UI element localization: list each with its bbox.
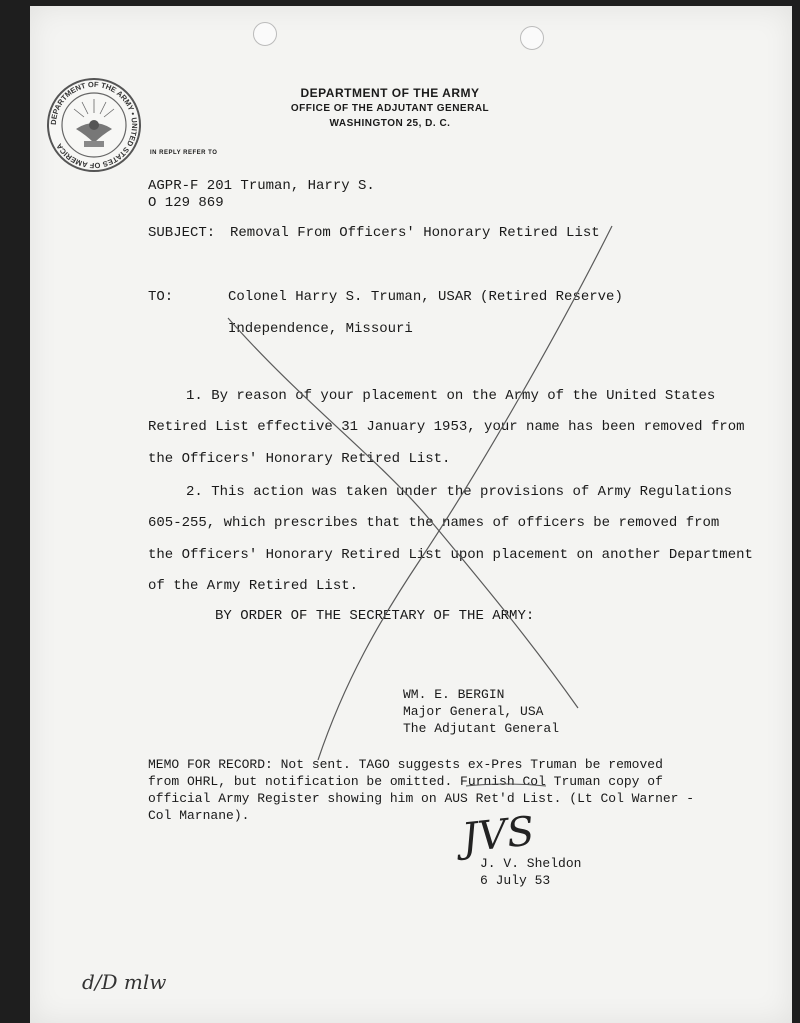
initials-date: 6 July 53 <box>480 873 551 888</box>
paragraph-1-line-2: Retired List effective 31 January 1953, your name has been removed from <box>148 419 745 435</box>
signature-name: WM. E. BERGIN <box>403 687 505 702</box>
reference-line-2: O 129 869 <box>148 195 224 211</box>
memo-line-1: MEMO FOR RECORD: Not sent. TAGO suggests ex-Pres Truman be removed <box>148 757 663 772</box>
memo-line-3: official Army Register showing him on AUS Ret'd List. (Lt Col Warner - <box>148 791 695 806</box>
letterhead-city: WASHINGTON 25, D. C. <box>329 118 451 129</box>
subject-label: SUBJECT: <box>148 225 216 241</box>
paragraph-2-line-1: 2. This action was taken under the provisions of Army Regulations <box>186 484 733 500</box>
to-line-1: Colonel Harry S. Truman, USAR (Retired Reserve) <box>228 289 623 305</box>
handwritten-initials: JVS <box>459 808 537 862</box>
reference-line-1: AGPR-F 201 Truman, Harry S. <box>148 178 375 194</box>
by-order-line: BY ORDER OF THE SECRETARY OF THE ARMY: <box>215 608 535 624</box>
to-label: TO: <box>148 289 174 305</box>
memo-line-4: Col Marnane). <box>148 808 250 823</box>
paragraph-1-line-3: the Officers' Honorary Retired List. <box>148 451 451 467</box>
signature-rank: Major General, USA <box>403 704 544 719</box>
initials-name: J. V. Sheldon <box>480 856 582 871</box>
margin-handwritten-note: d/D mlw <box>82 970 167 994</box>
paragraph-2-line-3: the Officers' Honorary Retired List upon placement on another Department <box>148 547 753 563</box>
paragraph-2-line-2: 605-255, which prescribes that the names of officers be removed from <box>148 515 720 531</box>
paragraph-2-line-4: of the Army Retired List. <box>148 578 359 594</box>
letterhead-office: OFFICE OF THE ADJUTANT GENERAL <box>290 103 490 114</box>
paragraph-1-line-1: 1. By reason of your placement on the Army of the United States <box>186 388 716 404</box>
subject-text: Removal From Officers' Honorary Retired List <box>230 225 600 241</box>
memo-line-2: from OHRL, but notification be omitted. Furnish Col Truman copy of <box>148 774 663 789</box>
letterhead-department: DEPARTMENT OF THE ARMY <box>300 86 480 100</box>
to-line-2: Independence, Missouri <box>228 321 413 337</box>
seal-text: DEPARTMENT OF THE ARMY • UNITED STATES OF AMERICA <box>48 79 140 171</box>
reply-refer-label: IN REPLY REFER TO <box>150 150 218 156</box>
signature-title: The Adjutant General <box>403 721 560 736</box>
